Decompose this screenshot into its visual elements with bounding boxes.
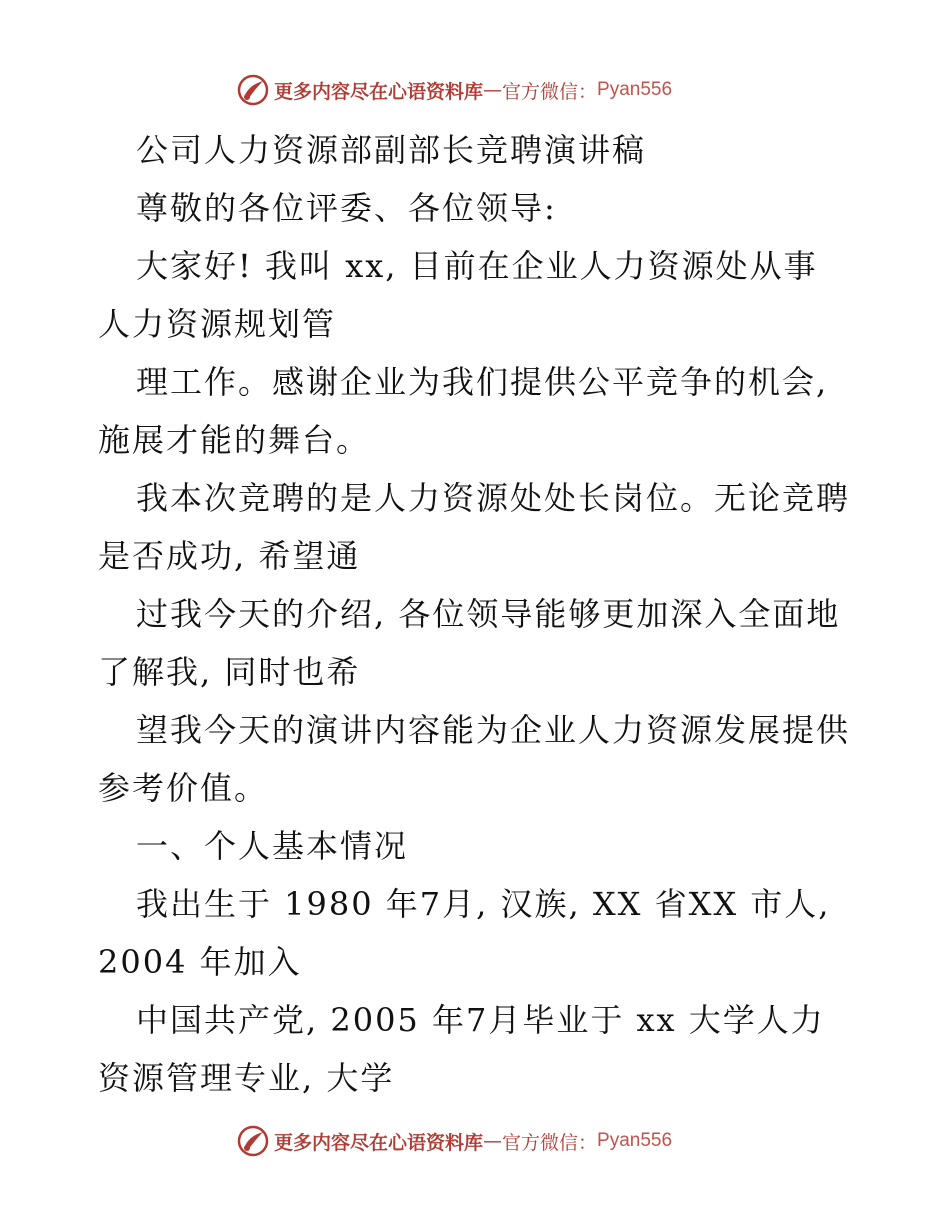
- text-line: 2004 年加入: [98, 943, 302, 981]
- text-line: 资源管理专业, 大学: [98, 1059, 395, 1097]
- text-line: 望我今天的演讲内容能为企业人力资源发展提供: [136, 711, 851, 749]
- watermark-site-text: 更多内容尽在心语资料库: [274, 80, 484, 103]
- text-line: 我本次竞聘的是人力资源处处长岗位。无论竞聘: [136, 479, 851, 517]
- logo-icon: [236, 1124, 270, 1158]
- watermark-dash: —: [483, 1130, 503, 1152]
- text-line: 是否成功, 希望通: [98, 537, 361, 575]
- text-line: 过我今天的介绍, 各位领导能够更加深入全面地: [136, 595, 841, 633]
- logo-icon: [236, 73, 270, 107]
- text-line: 尊敬的各位评委、各位领导:: [136, 189, 557, 227]
- watermark-dash: —: [483, 79, 503, 101]
- watermark-site-text: 更多内容尽在心语资料库: [274, 1131, 484, 1154]
- text-line: 大家好! 我叫 xx, 目前在企业人力资源处从事: [136, 247, 818, 285]
- text-line: 人力资源规划管: [98, 305, 337, 343]
- watermark-wechat-id: Pyan556: [597, 79, 673, 100]
- text-line: 参考价值。: [98, 769, 269, 807]
- text-line: 理工作。感谢企业为我们提供公平竞争的机会,: [136, 363, 829, 401]
- text-line: 中国共产党, 2005 年7月毕业于 xx 大学人力: [136, 1001, 825, 1039]
- document-body: [98, 121, 858, 1107]
- text-line: 施展才能的舞台。: [98, 421, 371, 459]
- watermark-wechat-label: 官方微信：: [502, 80, 598, 103]
- paragraph-lines: [98, 179, 858, 1107]
- text-line: 我出生于 1980 年7月, 汉族, XX 省XX 市人,: [136, 885, 831, 923]
- text-line: 了解我, 同时也希: [98, 653, 361, 691]
- footer-watermark: [236, 1124, 672, 1158]
- watermark-wechat-id: Pyan556: [597, 1130, 673, 1151]
- watermark-wechat-label: 官方微信：: [502, 1131, 598, 1154]
- header-watermark: [236, 73, 672, 107]
- document-title: 公司人力资源部副部长竞聘演讲稿: [136, 131, 647, 169]
- text-line: 一、个人基本情况: [136, 827, 409, 865]
